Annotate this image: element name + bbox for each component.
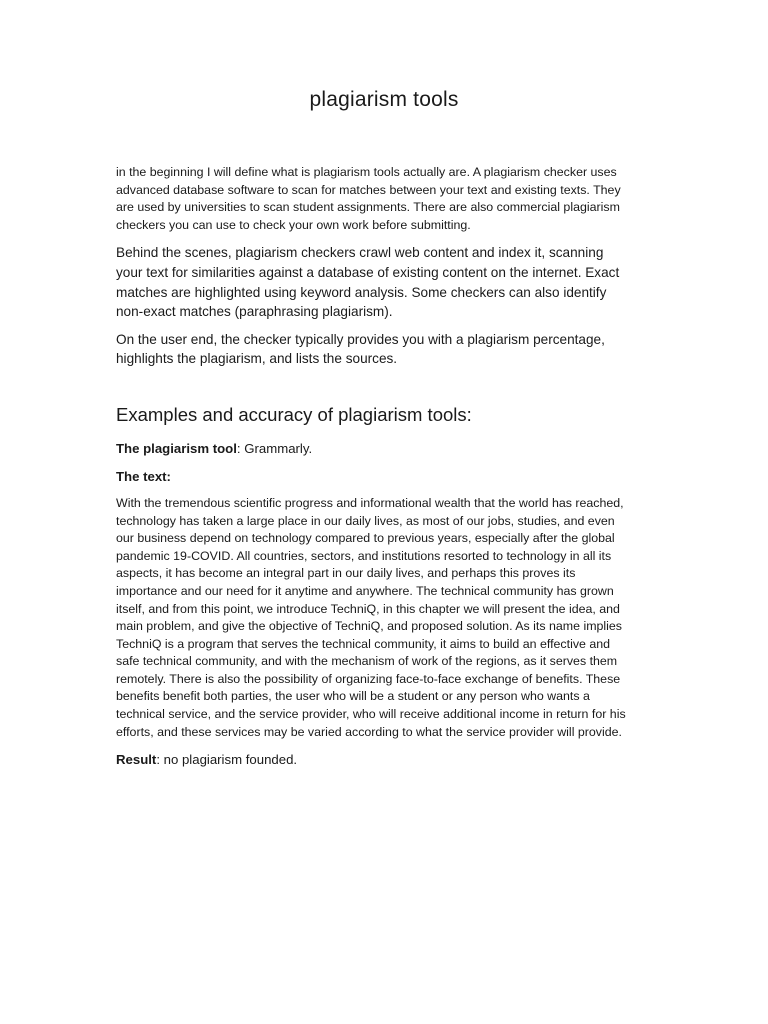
intro-paragraph-1: in the beginning I will define what is plagiarism tools actually are. A plagiarism checker uses advanced database software to scan for matches between your text and existing texts. They are used by universities to scan student assignments. There are also commercial plagiarism checkers you can use to check your own work before submitting. <box>116 165 621 232</box>
intro-paragraph-2: Behind the scenes, plagiarism checkers crawl web content and index it, scanning your text for similarities against a database of existing content on the internet. Exact matches are highlighted using keyword analysis. Some checkers can also identify non-exact matches (paraphrasing plagiarism). <box>116 245 620 320</box>
section-heading: Examples and accuracy of plagiarism tools: <box>116 403 472 425</box>
text-line <box>116 467 631 486</box>
intro-paragraph-3: On the user end, the checker typically provides you with a plagiarism percentage, highlights the plagiarism, and lists the sources. <box>116 331 605 367</box>
result-label: Result <box>116 752 157 768</box>
sample-text-paragraph: With the tremendous scientific progress and informational wealth that the world has reached, technology has taken a large place in our daily lives, as most of our jobs, studies, and even our business depend on technology compared to previous years, especially after the global pandemic 19-COVID. All countries, sectors, and institutions resorted to technology in all its aspects, it has become an integral part in our daily lives, and perhaps this proves its importance and our need for it anytime and anywhere. The technical community has grown itself, and from this point, we introduce TechniQ, in this chapter we will present the idea, and main problem, and give the objective of TechniQ, and proposed solution. As its name implies TechniQ is a program that serves the technical community, it aims to build an effective and safe technical community, and with the mechanism of work of the regions, as it serves them remotely. There is also the possibility of organizing face-to-face exchange of benefits. These benefits benefit both parties, the user who will be a student or any person who wants a technical service, and the service provider, who will receive additional income in return for his efforts, and these services may be varied according to what the service provider will provide. <box>116 495 626 739</box>
tool-line <box>116 439 631 458</box>
text-label: The text: <box>116 468 171 484</box>
document-body <box>116 164 631 778</box>
tool-value: : Grammarly. <box>236 440 313 456</box>
tool-label: The plagiarism tool <box>116 440 237 456</box>
result-value: : no plagiarism founded. <box>156 752 298 768</box>
result-line <box>116 750 631 769</box>
page-title: plagiarism tools <box>309 88 459 111</box>
